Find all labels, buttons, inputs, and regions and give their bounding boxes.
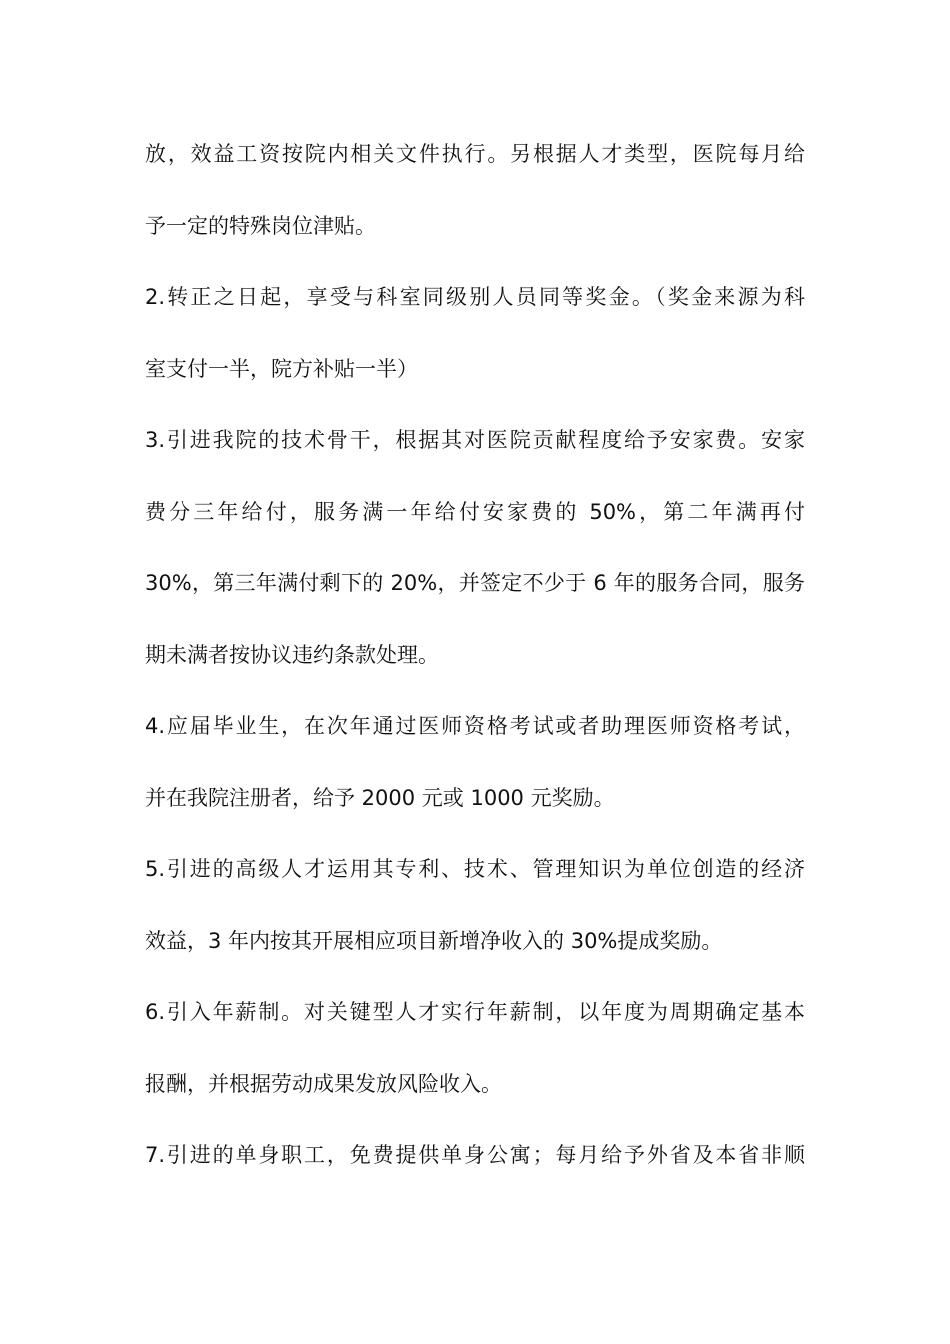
text-line: 效益，3 年内按其开展相应项目新增净收入的 30%提成奖励。 [145,929,723,953]
text-line: 7.引进的单身职工，免费提供单身公寓；每月给予外省及本省非顺 [145,1143,805,1167]
text-line: 6.引入年薪制。对关键型人才实行年薪制，以年度为周期确定基本 [145,1000,805,1024]
text-line: 放，效益工资按院内相关文件执行。另根据人才类型，医院每月给 [145,142,805,166]
text-line: 2.转正之日起，享受与科室同级别人员同等奖金。（奖金来源为科 [145,285,805,309]
text-line: 并在我院注册者，给予 2000 元或 1000 元奖励。 [145,786,615,810]
text-line: 3.引进我院的技术骨干，根据其对医院贡献程度给予安家费。安家 [145,428,805,452]
text-line: 费分三年给付，服务满一年给付安家费的 50%，第二年满再付 [145,500,805,524]
text-line: 予一定的特殊岗位津贴。 [145,214,376,238]
text-line: 30%，第三年满付剩下的 20%，并签定不少于 6 年的服务合同，服务 [145,571,805,595]
text-line: 期未满者按协议违约条款处理。 [145,643,439,667]
text-line: 报酬，并根据劳动成果发放风险收入。 [145,1072,502,1096]
text-line: 5.引进的高级人才运用其专利、技术、管理知识为单位创造的经济 [145,857,805,881]
text-line: 室支付一半，院方补贴一半） [145,357,418,381]
text-line: 4.应届毕业生，在次年通过医师资格考试或者助理医师资格考试， [145,714,805,738]
